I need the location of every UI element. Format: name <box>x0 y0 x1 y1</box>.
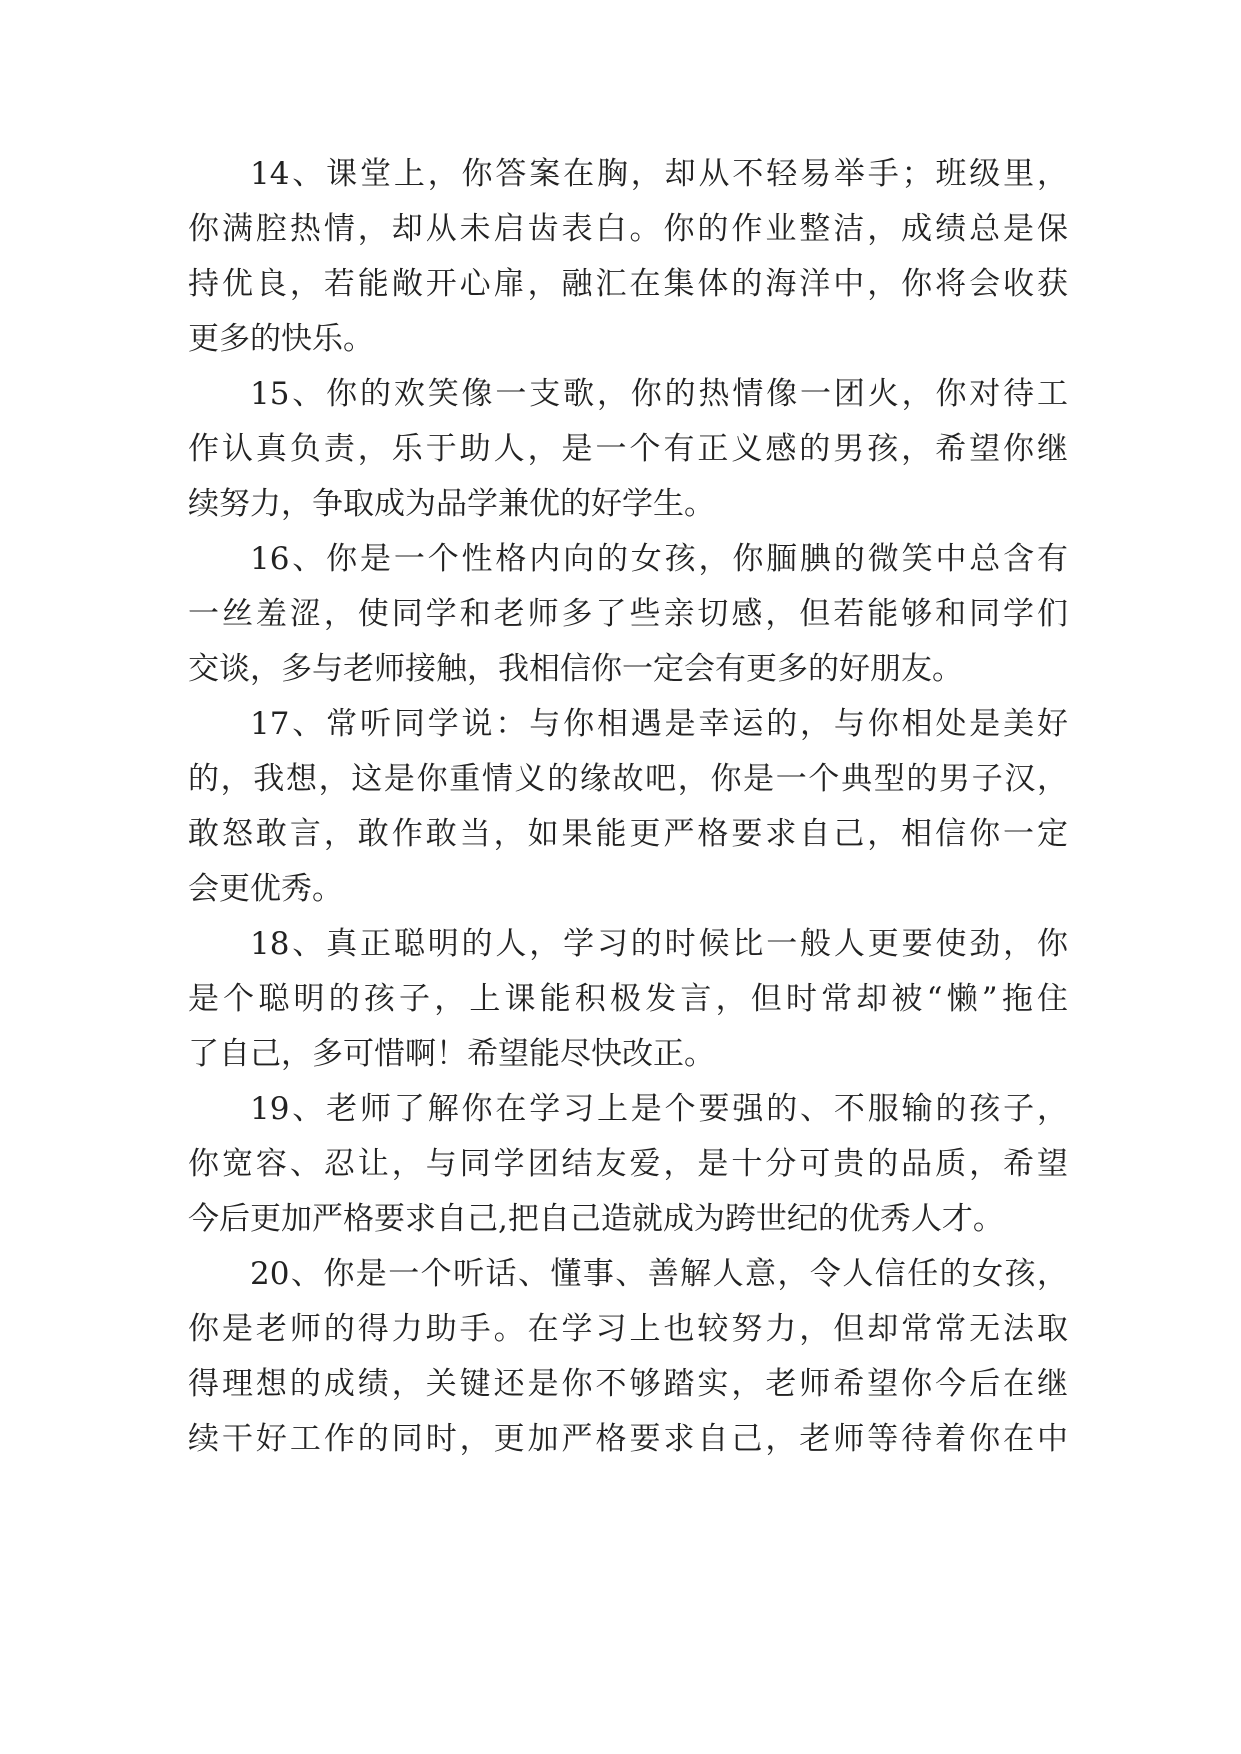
paragraph-line: 的，我想，这是你重情义的缘故吧，你是一个典型的男子汉， <box>188 761 1068 797</box>
paragraph-line: 续努力，争取成为品学兼优的好学生。 <box>188 486 715 522</box>
paragraph-line: 了自己，多可惜啊！希望能尽快改正。 <box>188 1036 715 1072</box>
paragraph-line: 得理想的成绩，关键还是你不够踏实，老师希望你今后在继 <box>188 1366 1068 1402</box>
paragraph-line: 17、常听同学说：与你相遇是幸运的，与你相处是美好 <box>250 706 1068 742</box>
paragraph-line: 20、你是一个听话、懂事、善解人意，令人信任的女孩， <box>250 1256 1068 1292</box>
paragraph-line: 更多的快乐。 <box>188 321 374 357</box>
paragraph-line: 你满腔热情，却从未启齿表白。你的作业整洁，成绩总是保 <box>188 211 1068 247</box>
paragraph-line: 你是老师的得力助手。在学习上也较努力，但却常常无法取 <box>188 1311 1068 1347</box>
paragraph-line: 持优良，若能敞开心扉，融汇在集体的海洋中，你将会收获 <box>188 266 1068 302</box>
paragraph-line: 交谈，多与老师接触，我相信你一定会有更多的好朋友。 <box>188 651 963 687</box>
paragraph-line: 15、你的欢笑像一支歌，你的热情像一团火，你对待工 <box>250 376 1068 412</box>
paragraph-line: 是个聪明的孩子，上课能积极发言，但时常却被“懒”拖住 <box>188 981 1068 1017</box>
paragraph-line: 14、课堂上，你答案在胸，却从不轻易举手；班级里， <box>250 156 1068 192</box>
paragraph-line: 会更优秀。 <box>188 871 343 907</box>
paragraph-line: 敢怒敢言，敢作敢当，如果能更严格要求自己，相信你一定 <box>188 816 1068 852</box>
paragraph-line: 今后更加严格要求自己,把自己造就成为跨世纪的优秀人才。 <box>188 1201 1004 1237</box>
paragraph-line: 19、老师了解你在学习上是个要强的、不服输的孩子， <box>250 1091 1068 1127</box>
paragraph-line: 你宽容、忍让，与同学团结友爱，是十分可贵的品质，希望 <box>188 1146 1068 1182</box>
paragraph-line: 作认真负责，乐于助人，是一个有正义感的男孩，希望你继 <box>188 431 1068 467</box>
paragraph-line: 续干好工作的同时，更加严格要求自己，老师等待着你在中 <box>188 1421 1068 1457</box>
paragraph-line: 18、真正聪明的人，学习的时候比一般人更要使劲，你 <box>250 926 1068 962</box>
paragraph-line: 16、你是一个性格内向的女孩，你腼腆的微笑中总含有 <box>250 541 1068 577</box>
paragraph-line: 一丝羞涩，使同学和老师多了些亲切感，但若能够和同学们 <box>188 596 1068 632</box>
